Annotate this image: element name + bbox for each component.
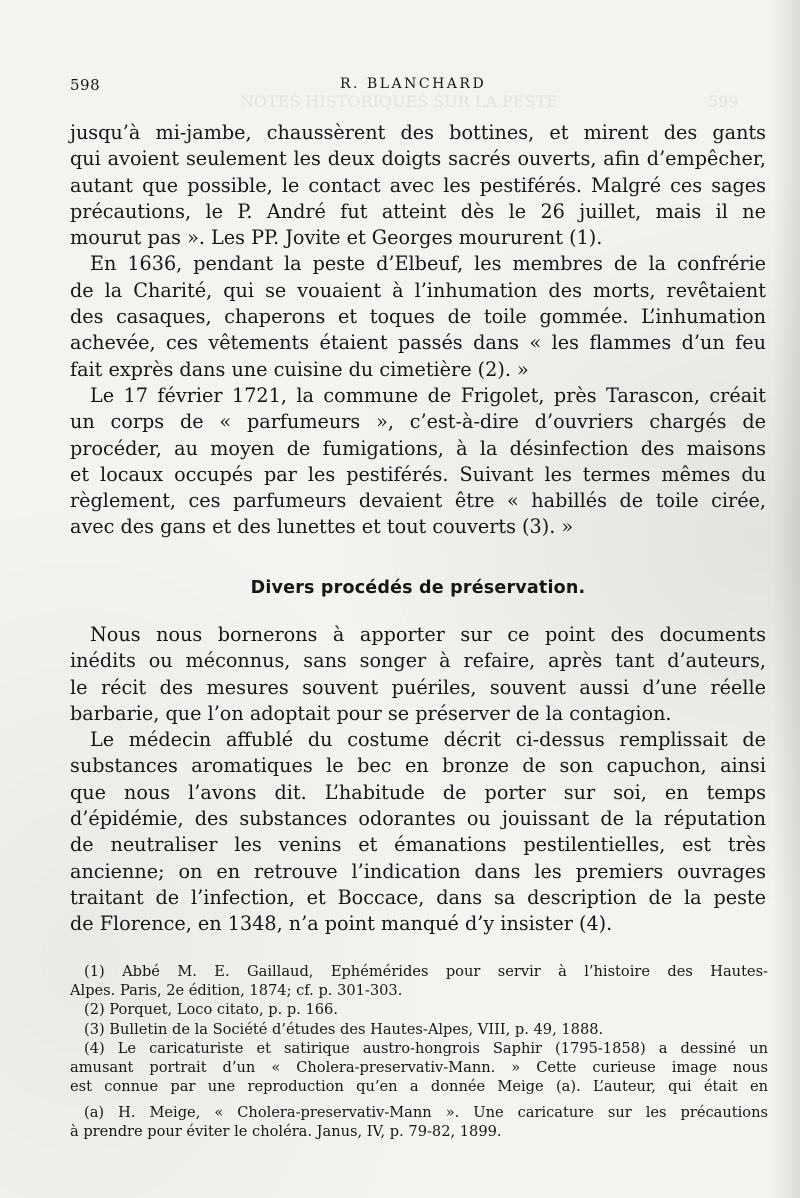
- text-line: avec des gans et des lunettes et tout couverts (3). »: [70, 515, 574, 539]
- sub-footnote: [70, 1103, 768, 1141]
- text-line: de la Charité, qui se vouaient à l’inhumation des morts, revêtaient: [70, 278, 766, 302]
- text-line: Le 17 février 1721, la commune de Frigolet, près Tarascon, créait: [90, 383, 766, 407]
- sub-footnote-a-cont: à prendre pour éviter le choléra. Janus, IV, p. 79-82, 1899.: [70, 1123, 502, 1141]
- paragraph: [70, 383, 766, 541]
- footnote-4: (4) Le caricaturiste et satirique austro-hongrois Saphir (1795-1858) a dessiné un: [84, 1039, 768, 1057]
- text-line: d’épidémie, des substances odorantes ou jouissant de la réputation: [70, 807, 766, 831]
- text-line: le récit des mesures souvent puériles, souvent aussi d’une réelle: [70, 675, 766, 699]
- text-line: barbarie, que l’on adoptait pour se préserver de la contagion.: [70, 701, 672, 725]
- section-heading: Divers procédés de préservation.: [250, 578, 586, 598]
- footnotes: [70, 962, 768, 1096]
- paragraph: [70, 622, 766, 727]
- text-line: En 1636, pendant la peste d’Elbeuf, les membres de la confrérie: [90, 252, 766, 276]
- text-line: qui avoient seulement les deux doigts sacrés ouverts, afin d’empêcher,: [70, 147, 766, 171]
- paragraph: [70, 120, 766, 251]
- text-line: substances aromatiques le bec en bronze de son capuchon, ainsi: [70, 754, 766, 778]
- footnote-4-cont: est connue par une reproduction qu’en a donnée Meige (a). L’auteur, qui était en: [70, 1078, 768, 1096]
- bleed-through-page-number: 599: [708, 92, 739, 111]
- text-line: jusqu’à mi-jambe, chaussèrent des bottines, et mirent des gants: [70, 121, 766, 144]
- text-line: fait exprès dans une cuisine du cimetière (2). »: [70, 357, 529, 381]
- text-line: que nous l’avons dit. L’habitude de porter sur soi, en temps: [70, 780, 766, 804]
- text-line: Le médecin affublé du costume décrit ci-dessus remplissait de: [90, 728, 766, 752]
- text-line: achevée, ces vêtements étaient passés dans « les flammes d’un feu: [70, 331, 766, 355]
- text-line: de neutraliser les venins et émanations pestilentielles, est très: [70, 833, 766, 857]
- text-line: traitant de l’infection, et Boccace, dans sa description de la peste: [70, 885, 766, 909]
- text-line: un corps de « parfumeurs », c’est-à-dire d’ouvriers chargés de: [70, 410, 766, 434]
- sub-footnote-a: (a) H. Meige, « Cholera-preservativ-Mann ». Une caricature sur les précautions: [84, 1104, 768, 1121]
- page-header: [70, 76, 770, 96]
- footnote-2: (2) Porquet, Loco citato, p. p. 166.: [84, 1001, 338, 1019]
- footnote-1: (1) Abbé M. E. Gaillaud, Ephémérides pour servir à l’histoire des Hautes-: [84, 963, 768, 980]
- footnote-1-cont: Alpes. Paris, 2e édition, 1874; cf. p. 301-303.: [70, 982, 403, 1000]
- bleed-through-running-title: NOTES HISTORIQUES SUR LA PESTE: [240, 92, 558, 111]
- text-line: Nous nous bornerons à apporter sur ce point des documents: [90, 623, 766, 646]
- body-text-lower: [70, 622, 766, 938]
- text-line: règlement, ces parfumeurs devaient être « habillés de toile cirée,: [70, 489, 766, 513]
- footnote-3: (3) Bulletin de la Société d’études des Hautes-Alpes, VIII, p. 49, 1888.: [84, 1020, 604, 1038]
- text-line: ancienne; on en retrouve l’indication dans les premiers ouvrages: [70, 859, 766, 883]
- page-number: 598: [70, 76, 101, 94]
- paragraph: [70, 727, 766, 937]
- text-line: des casaques, chaperons et toques de toile gommée. L’inhumation: [70, 305, 766, 329]
- text-line: précautions, le P. André fut atteint dès le 26 juillet, mais il ne: [70, 199, 766, 223]
- text-line: inédits ou méconnus, sans songer à refaire, après tant d’auteurs,: [70, 649, 766, 673]
- text-line: autant que possible, le contact avec les pestiférés. Malgré ces sages: [70, 173, 766, 197]
- text-line: mourut pas ». Les PP. Jovite et Georges moururent (1).: [70, 226, 603, 250]
- paragraph: [70, 251, 766, 382]
- body-text-upper: [70, 120, 766, 541]
- text-line: de Florence, en 1348, n’a point manqué d’y insister (4).: [70, 912, 613, 936]
- footnote-4-cont: amusant portrait d’un « Cholera-preservativ-Mann. » Cette curieuse image nous: [70, 1058, 768, 1076]
- page-edge-shadow: [772, 0, 800, 1198]
- running-title: R. BLANCHARD: [340, 76, 487, 92]
- text-line: procéder, au moyen de fumigations, à la désinfection des maisons: [70, 436, 766, 460]
- text-line: et locaux occupés par les pestiférés. Suivant les termes mêmes du: [70, 462, 766, 486]
